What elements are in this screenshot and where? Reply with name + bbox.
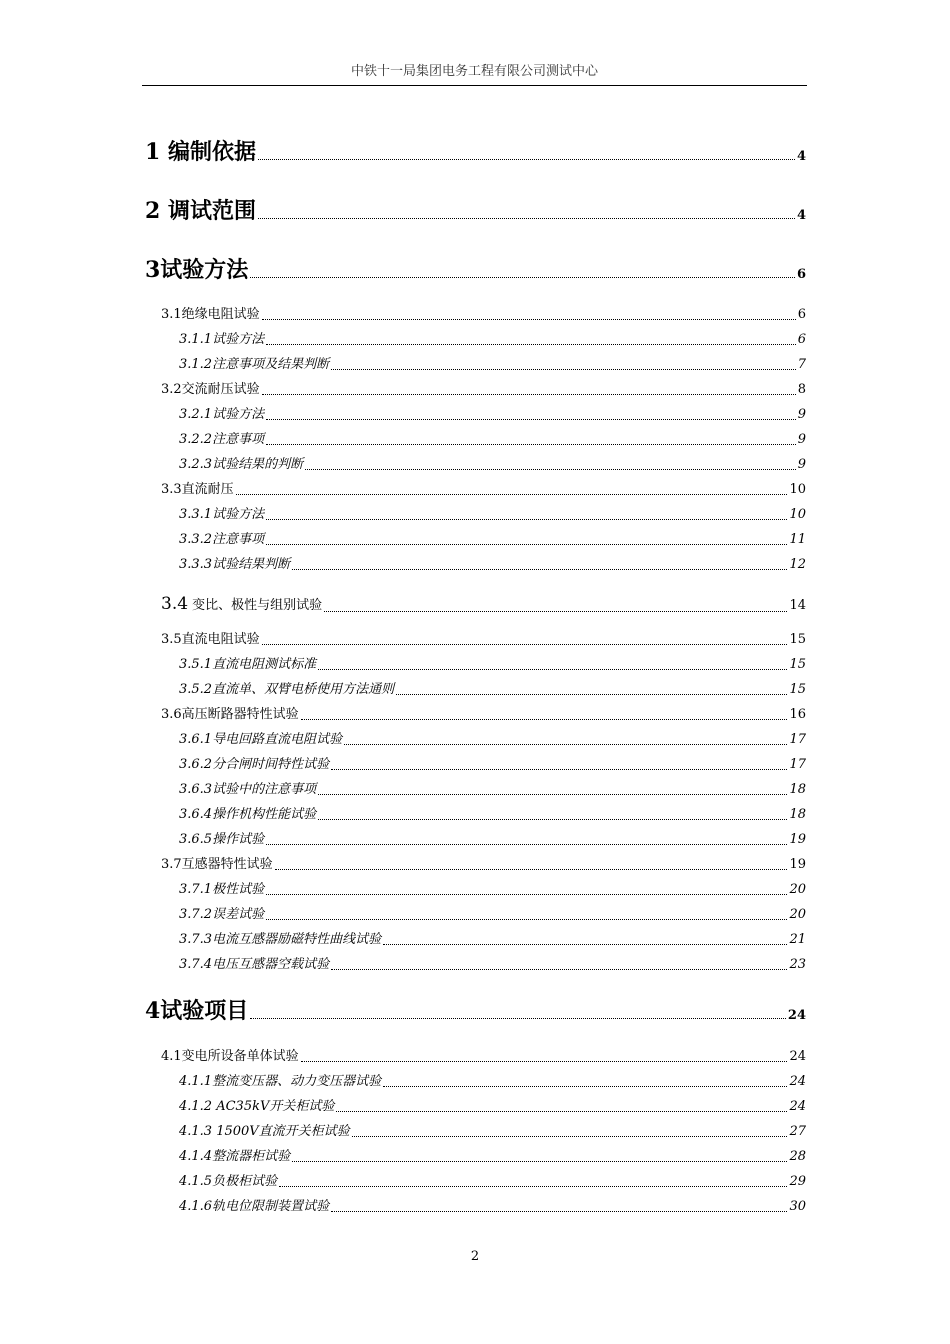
toc-entry-4-1-1[interactable] [179,1073,806,1091]
dot-leader [258,159,795,160]
toc-label: 3.5直流电阻试验 [161,632,260,647]
dot-leader [258,218,795,219]
toc-label: 3.3.1试验方法 [179,507,265,522]
toc-label: 3.6.3试验中的注意事项 [179,782,317,797]
toc-entry-4-1-3[interactable] [179,1123,806,1141]
toc-entry-3-1-1[interactable] [179,331,806,349]
toc-page: 10 [789,507,806,522]
toc-page: 16 [789,707,806,722]
toc-label: 3试验方法 [145,257,249,283]
toc-label: 3.6.2分合闸时间特性试验 [179,757,330,772]
toc-entry-3-6-3[interactable] [179,781,806,799]
toc-page: 6 [797,307,806,322]
dot-leader [336,1111,787,1112]
toc-entry-3[interactable] [145,256,806,284]
toc-title: 变比、极性与组别试验 [188,598,323,613]
toc-label: 3.3.3试验结果判断 [179,557,291,572]
toc-entry-4-1-4[interactable] [179,1148,806,1166]
toc-entry-4-1[interactable] [161,1048,806,1066]
toc-label: 3.1.2注意事项及结果判断 [179,357,330,372]
toc-entry-3-7-4[interactable] [179,956,806,974]
toc-label [161,594,322,616]
toc-entry-4[interactable] [145,997,806,1025]
toc-page: 15 [789,657,806,672]
dot-leader [383,1086,787,1087]
toc-page: 14 [789,598,806,613]
toc-entry-3-7-2[interactable] [179,906,806,924]
toc-label: 4.1.3 1500V直流开关柜试验 [179,1124,350,1139]
dot-leader [331,369,796,370]
toc-label: 3.7.2误差试验 [179,907,265,922]
toc-page: 7 [797,357,806,372]
toc-entry-3-6[interactable] [161,706,806,724]
toc-entry-3-7-3[interactable] [179,931,806,949]
toc-label: 3.6.1导电回路直流电阻试验 [179,732,343,747]
toc-page: 17 [789,732,806,747]
toc-entry-3-2-1[interactable] [179,406,806,424]
toc-label: 4.1.5负极柜试验 [179,1174,278,1189]
toc-page: 29 [789,1174,806,1189]
dot-leader [318,794,787,795]
toc-page: 20 [789,882,806,897]
toc-page: 9 [797,457,806,472]
dot-leader [236,494,788,495]
dot-leader [266,919,787,920]
toc-entry-4-1-5[interactable] [179,1173,806,1191]
toc-page: 24 [787,1008,806,1023]
toc-entry-3-3-2[interactable] [179,531,806,549]
toc-page: 8 [797,382,806,397]
toc-entry-3-2[interactable] [161,381,806,399]
dot-leader [383,944,787,945]
toc-label: 3.7互感器特性试验 [161,857,273,872]
toc-entry-3-6-2[interactable] [179,756,806,774]
toc-entry-3-6-1[interactable] [179,731,806,749]
toc-label: 3.7.1极性试验 [179,882,265,897]
toc-entry-3-4[interactable] [161,594,806,616]
toc-label: 3.6.4操作机构性能试验 [179,807,317,822]
toc-entry-3-1[interactable] [161,306,806,324]
dot-leader [301,719,788,720]
toc-page: 18 [789,782,806,797]
toc-label: 3.2.2注意事项 [179,432,265,447]
toc-number: 3.4 [161,594,189,614]
toc-entry-3-5[interactable] [161,631,806,649]
toc-page: 19 [789,832,806,847]
running-header: 中铁十一局集团电务工程有限公司测试中心 [350,64,598,79]
dot-leader [266,544,787,545]
dot-leader [266,519,787,520]
toc-entry-3-2-3[interactable] [179,456,806,474]
toc-label: 3.5.1直流电阻测试标准 [179,657,317,672]
dot-leader [266,344,796,345]
toc-page: 9 [797,432,806,447]
toc-label: 1 编制依据 [145,139,256,165]
dot-leader [292,569,787,570]
toc-label: 4.1.1整流变压器、动力变压器试验 [179,1074,382,1089]
dot-leader [324,611,787,612]
toc-page: 17 [789,757,806,772]
dot-leader [396,694,787,695]
dot-leader [331,769,787,770]
toc-page: 11 [789,532,806,547]
toc-label: 3.5.2直流单、双臂电桥使用方法通则 [179,682,395,697]
dot-leader [279,1186,787,1187]
toc-label: 4试验项目 [145,998,249,1024]
dot-leader [318,669,787,670]
dot-leader [344,744,787,745]
toc-label: 4.1.6轨电位限制装置试验 [179,1199,330,1214]
dot-leader [331,1211,787,1212]
page-number: 2 [470,1249,480,1264]
toc-label: 3.6.5操作试验 [179,832,265,847]
toc-entry-3-1-2[interactable] [179,356,806,374]
dot-leader [305,469,796,470]
dot-leader [250,1018,786,1019]
toc-label: 4.1.4整流器柜试验 [179,1149,291,1164]
dot-leader [250,277,795,278]
toc-label: 4.1.2 AC35kV开关柜试验 [179,1099,335,1114]
toc-label: 3.1.1试验方法 [179,332,265,347]
toc-entry-3-3-1[interactable] [179,506,806,524]
toc-entry-3-7[interactable] [161,856,806,874]
toc-label: 2 调试范围 [145,198,256,224]
toc-entry-4-1-6[interactable] [179,1198,806,1216]
toc-page: 15 [789,632,806,647]
dot-leader [275,869,788,870]
toc-label: 3.2.1试验方法 [179,407,265,422]
dot-leader [262,319,796,320]
toc-entry-3-2-2[interactable] [179,431,806,449]
toc-page: 6 [796,267,806,282]
toc-entry-1[interactable] [145,138,806,166]
toc-label: 3.7.3电流互感器励磁特性曲线试验 [179,932,382,947]
toc-page: 18 [789,807,806,822]
toc-page: 23 [789,957,806,972]
toc-page: 24 [789,1074,806,1089]
toc-label: 3.3.2注意事项 [179,532,265,547]
toc-entry-3-6-4[interactable] [179,806,806,824]
dot-leader [318,819,787,820]
toc-page: 19 [789,857,806,872]
toc-page: 20 [789,907,806,922]
dot-leader [266,844,787,845]
dot-leader [301,1061,788,1062]
toc-label: 3.2.3试验结果的判断 [179,457,304,472]
toc-entry-3-5-2[interactable] [179,681,806,699]
dot-leader [292,1161,787,1162]
toc-page: 15 [789,682,806,697]
toc-label: 3.1绝缘电阻试验 [161,307,260,322]
toc-entry-3-6-5[interactable] [179,831,806,849]
toc-page: 30 [789,1199,806,1214]
toc-entry-4-1-2[interactable] [179,1098,806,1116]
toc-label: 3.6高压断路器特性试验 [161,707,299,722]
dot-leader [266,444,796,445]
toc-entry-3-3-3[interactable] [179,556,806,574]
toc-page: 24 [789,1049,806,1064]
toc-page: 6 [797,332,806,347]
toc-label: 3.2交流耐压试验 [161,382,260,397]
toc-entry-3-7-1[interactable] [179,881,806,899]
toc-page: 10 [789,482,806,497]
dot-leader [266,894,787,895]
toc-entry-3-3[interactable] [161,481,806,499]
dot-leader [331,969,787,970]
dot-leader [262,394,796,395]
toc-page: 24 [789,1099,806,1114]
toc-page: 27 [789,1124,806,1139]
toc-page: 4 [796,208,806,223]
dot-leader [262,644,788,645]
toc-page: 21 [789,932,806,947]
toc-page: 28 [789,1149,806,1164]
dot-leader [352,1136,788,1137]
toc-page: 4 [796,149,806,164]
toc-label: 4.1变电所设备单体试验 [161,1049,299,1064]
toc-page: 9 [797,407,806,422]
toc-label: 3.3直流耐压 [161,482,234,497]
toc-page: 12 [789,557,806,572]
toc-label: 3.7.4电压互感器空载试验 [179,957,330,972]
dot-leader [266,419,796,420]
toc-entry-3-5-1[interactable] [179,656,806,674]
toc-entry-2[interactable] [145,197,806,225]
